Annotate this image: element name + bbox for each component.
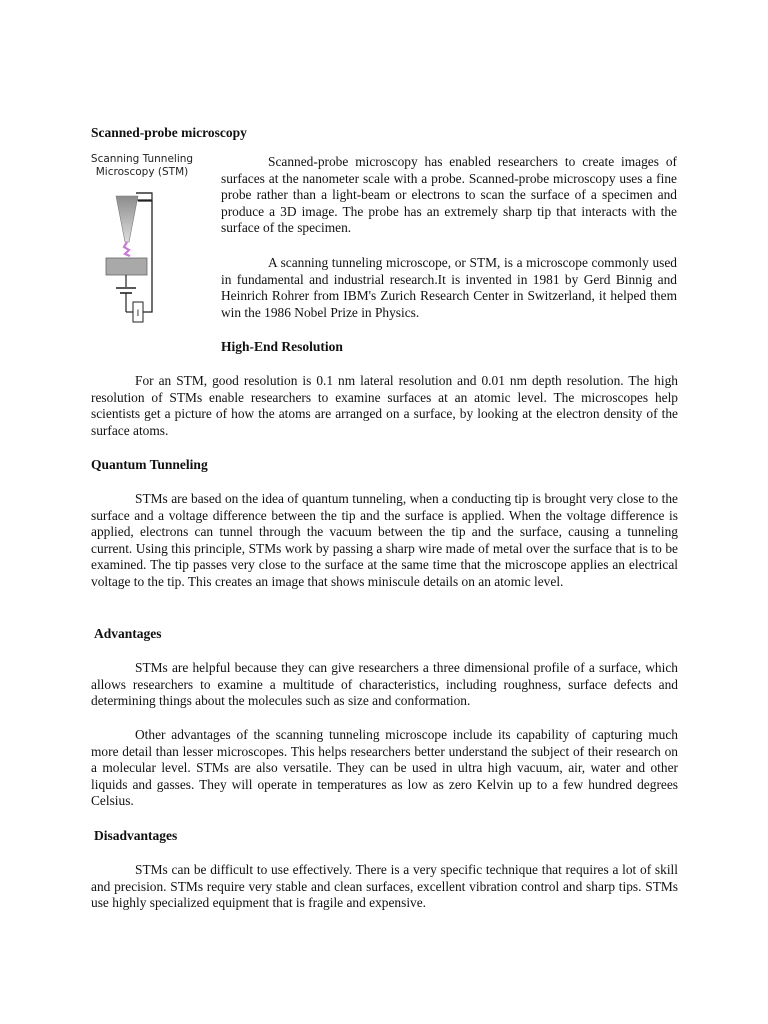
- document-title: Scanned-probe microscopy: [91, 125, 247, 140]
- heading-quantum-tunneling: Quantum Tunneling: [91, 457, 208, 472]
- probe-tip-icon: [116, 196, 138, 242]
- advantages-paragraph-2: Other advantages of the scanning tunneling microscope include its capability of capturing much more detail than lesser microscopes. This helps researchers better understand the subject of their research on a molecular level. STMs are also versatile. They can be used in ultra high vacuum, air, water and other liquids and gasses. They will operate in temperatures as low as zero Kelvin up to a few hundred degrees Celsius.: [91, 727, 678, 809]
- figure-caption-line2: Microscopy (STM): [95, 166, 189, 178]
- circuit-wire: [138, 201, 152, 312]
- disadvantages-paragraph: STMs can be difficult to use effectively. There is a very specific technique that requires a lot of skill and precision. STMs require very stable and clean surfaces, excellent vibration control and sharp tips. STMs use highly specialized equipment that is fragile and expensive.: [91, 862, 678, 911]
- heading-disadvantages: Disadvantages: [94, 828, 178, 843]
- intro-paragraph-2: A scanning tunneling microscope, or STM, is a microscope commonly used in fundamental and industrial research.It is invented in 1981 by Gerd Binnig and Heinrich Rohrer from IBM's Zurich Research Center in Switzerland, it helped them win the 1986 Nobel Prize in Physics.: [221, 255, 677, 320]
- intro-paragraph-1: Scanned-probe microscopy has enabled researchers to create images of surfaces at the nanometer scale with a probe. Scanned-probe microscopy uses a fine probe rather than a light-beam or electrons to scan the surface of a specimen and produce a 3D image. The probe has an extremely sharp tip that interacts with the surface of the specimen.: [221, 154, 677, 236]
- figure-caption-line1: Scanning Tunneling: [90, 153, 194, 165]
- spark-icon: [124, 242, 130, 256]
- stm-figure: [80, 150, 212, 330]
- heading-advantages: Advantages: [94, 626, 162, 641]
- advantages-paragraph-1: STMs are helpful because they can give researchers a three dimensional profile of a surface, which allows researchers to examine a multitude of characteristics, including roughness, surface defects and determining things about the molecules such as size and conformation.: [91, 660, 678, 709]
- resolution-paragraph: For an STM, good resolution is 0.1 nm lateral resolution and 0.01 nm depth resolution. The high resolution of STMs enable researchers to examine surfaces at an atomic level. The microscopes help scientists get a picture of how the atoms are arranged on a surface, by looking at the electron density of the surface atoms.: [91, 373, 678, 438]
- stm-diagram-icon: [80, 150, 212, 330]
- ammeter-label: I: [136, 309, 140, 319]
- heading-high-end-resolution: High-End Resolution: [221, 339, 343, 354]
- sample-icon: [106, 258, 147, 275]
- tunneling-paragraph: STMs are based on the idea of quantum tunneling, when a conducting tip is brought very close to the surface and a voltage difference between the tip and the surface is applied. When the voltage difference is applied, electrons can tunnel through the vacuum between the tip and the surface, causing a tunneling current. Using this principle, STMs work by passing a sharp wire made of metal over the surface that is to be examined. The tip passes very close to the surface at the same time that the microscope applies an electrical voltage to the tip. This creates an image that shows miniscule details on an atomic level.: [91, 491, 678, 589]
